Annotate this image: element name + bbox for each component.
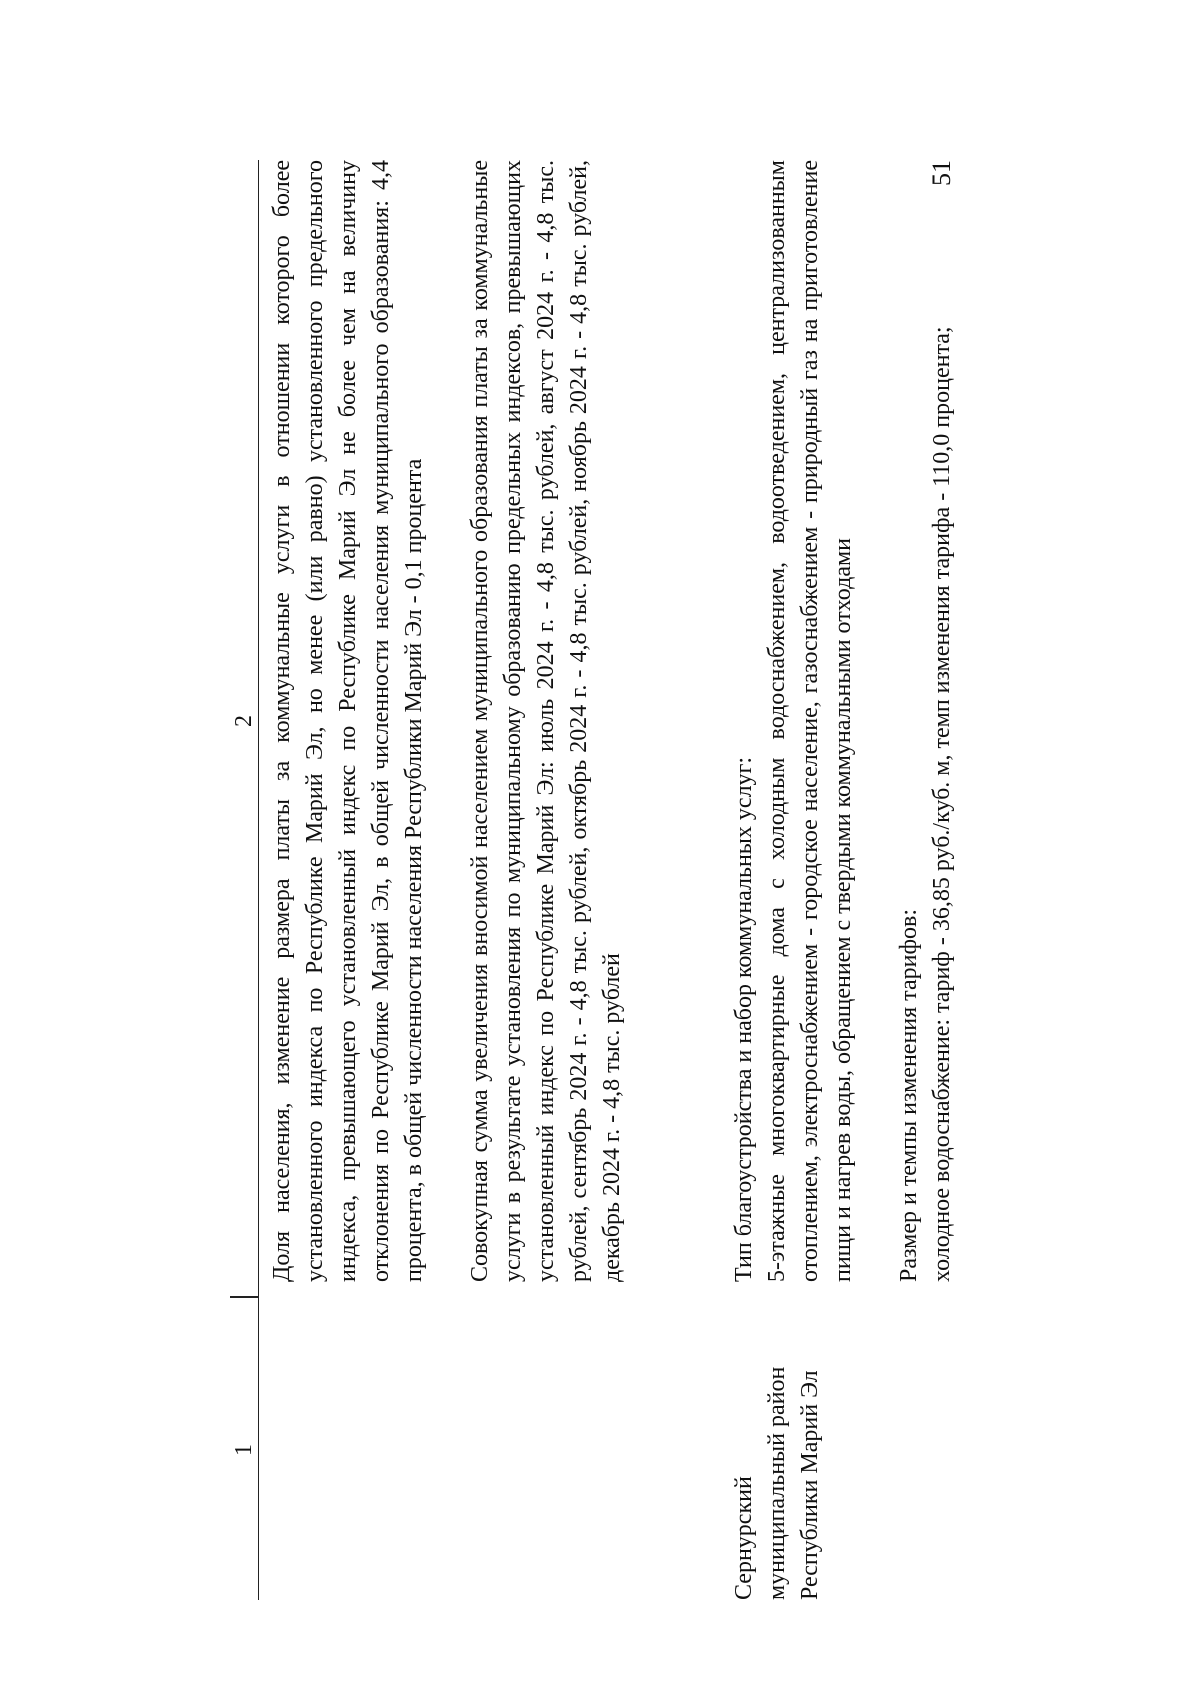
page-number: 51: [927, 160, 956, 186]
population-share-text: Доля населения, изменение размера платы за коммунальные услуги в отношении которого более установленного индекса по Республике Марий Эл, но менее (или равно) установленного предельного индекса, превышающего установленный индекс по Республике Марий Эл не более чем на величину отклонения по Республике Марий Эл, в общей численности населения муниципального образования: 4,4 процента, в общей численности населения Республики Марий Эл - 0,1 процента: [269, 160, 427, 1282]
header-col-2: 2: [231, 715, 257, 727]
tariffs-heading: Размер и темпы изменения тарифов:: [896, 909, 922, 1282]
municipality-name: Сернурский муниципальный район Республики Марий Эл: [731, 1366, 823, 1600]
tariffs-text: холодное водоснабжение: тариф - 36,85 руб./куб. м, темп изменения тарифа - 110,0 процента;: [929, 326, 955, 1282]
table-header-row: [230, 160, 259, 1600]
utilities-type-heading: Тип благоустройства и набор коммунальных услуг:: [731, 756, 757, 1282]
payment-increase-text: Совокупная сумма увеличения вносимой населением муниципального образования платы за коммунальные услуги в результате установления по муниципальному образованию предельных индексов, превышающих установленный индекс по Республике Марий Эл: июль 2024 г. - 4,8 тыс. рублей, август 2024 г. - 4,8 тыс. рублей, сентябрь 2024 г. - 4,8 тыс. рублей, октябрь 2024 г. - 4,8 тыс. рублей, ноябрь 2024 г. - 4,8 тыс. рублей, декабрь 2024 г. - 4,8 тыс. рублей: [467, 160, 625, 1282]
table-row-previous: [266, 160, 629, 1282]
rotated-table: [230, 160, 970, 1600]
header-col-1: 1: [231, 1444, 257, 1456]
utilities-type-text: 5-этажные многоквартирные дома с холодным водоснабжением, водоотведением, централизованным отоплением, электроснабжением - городское население, газоснабжением - природный газ на приготовление пищи и нагрев воды, обращением с твердыми коммунальными отходами: [764, 160, 856, 1282]
column-divider: [230, 1297, 258, 1299]
table-row-sernur-col1: [728, 1300, 827, 1600]
table-row-sernur-col2: [728, 160, 959, 1282]
